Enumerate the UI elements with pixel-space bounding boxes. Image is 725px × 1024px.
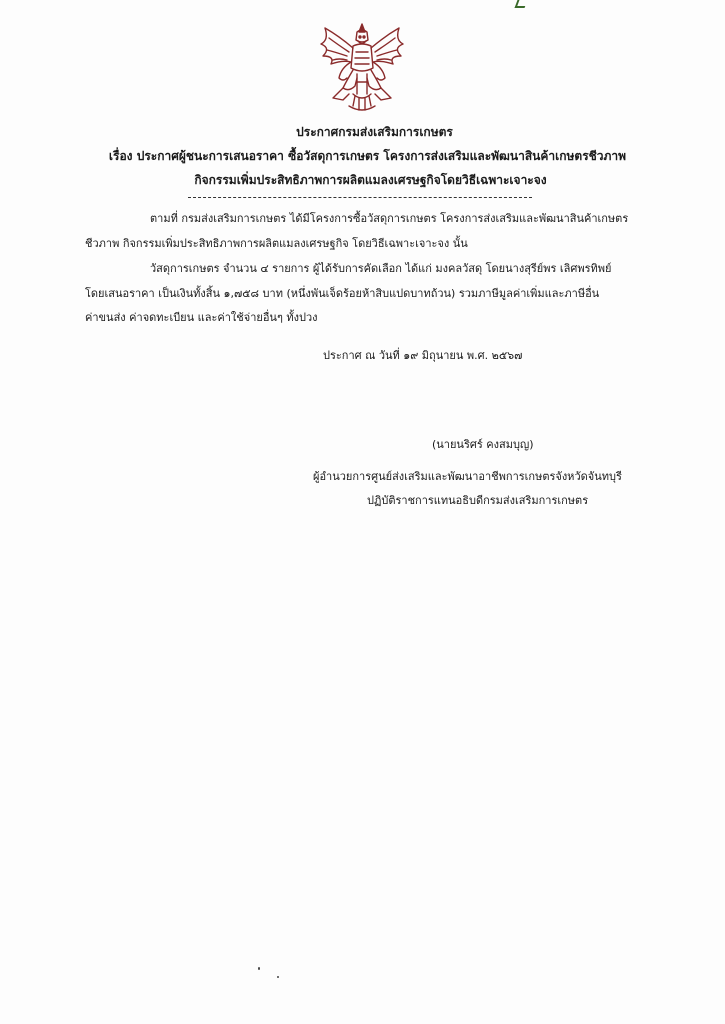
announcement-title: ประกาศกรมส่งเสริมการเกษตร <box>296 125 453 139</box>
check-mark-icon <box>515 0 528 8</box>
signatory-position: ผู้อำนวยการศูนย์ส่งเสริมและพัฒนาอาชีพการเกษตรจังหวัดจันทบุรี <box>313 470 622 483</box>
paper-speck <box>258 967 260 970</box>
garuda-emblem-icon <box>313 22 411 116</box>
paragraph-2-line-2: โดยเสนอราคา เป็นเงินทั้งสิ้น ๑,๗๕๘ บาท (หนึ่งพันเจ็ดร้อยห้าสิบแปดบาทถ้วน) รวมภาษีมูลค่าเพิ่มและภาษีอื่น <box>85 287 600 300</box>
announcement-subject: เรื่อง ประกาศผู้ชนะการเสนอราคา ซื้อวัสดุการเกษตร โครงการส่งเสริมและพัฒนาสินค้าเกษตรชีวภาพ <box>108 149 627 163</box>
paragraph-2-line-1: วัสดุการเกษตร จำนวน ๔ รายการ ผู้ได้รับการคัดเลือก ได้แก่ มงคลวัสดุ โดยนางสุรีย์พร เลิศพรทิพย์ <box>150 262 612 275</box>
paragraph-1-line-1: ตามที่ กรมส่งเสริมการเกษตร ได้มีโครงการซื้อวัสดุการเกษตร โครงการส่งเสริมและพัฒนาสินค้าเกษตร <box>150 212 629 225</box>
announcement-date: ประกาศ ณ วันที่ ๑๙ มิถุนายน พ.ศ. ๒๕๖๗ <box>323 349 523 362</box>
paper-speck <box>277 976 279 978</box>
announcement-subject-continued: กิจกรรมเพิ่มประสิทธิภาพการผลิตแมลงเศรษฐกิจโดยวิธีเฉพาะเจาะจง <box>194 173 547 187</box>
paragraph-2-line-3: ค่าขนส่ง ค่าจดทะเบียน และค่าใช้จ่ายอื่นๆ ทั้งปวง <box>85 311 318 324</box>
paragraph-1-line-2: ชีวภาพ กิจกรรมเพิ่มประสิทธิภาพการผลิตแมลงเศรษฐกิจ โดยวิธีเฉพาะเจาะจง นั้น <box>85 237 468 250</box>
signatory-acting-position: ปฏิบัติราชการแทนอธิบดีกรมส่งเสริมการเกษตร <box>367 494 589 507</box>
divider <box>188 197 532 198</box>
signatory-name: (นายนริศร์ คงสมบุญ) <box>432 438 534 451</box>
